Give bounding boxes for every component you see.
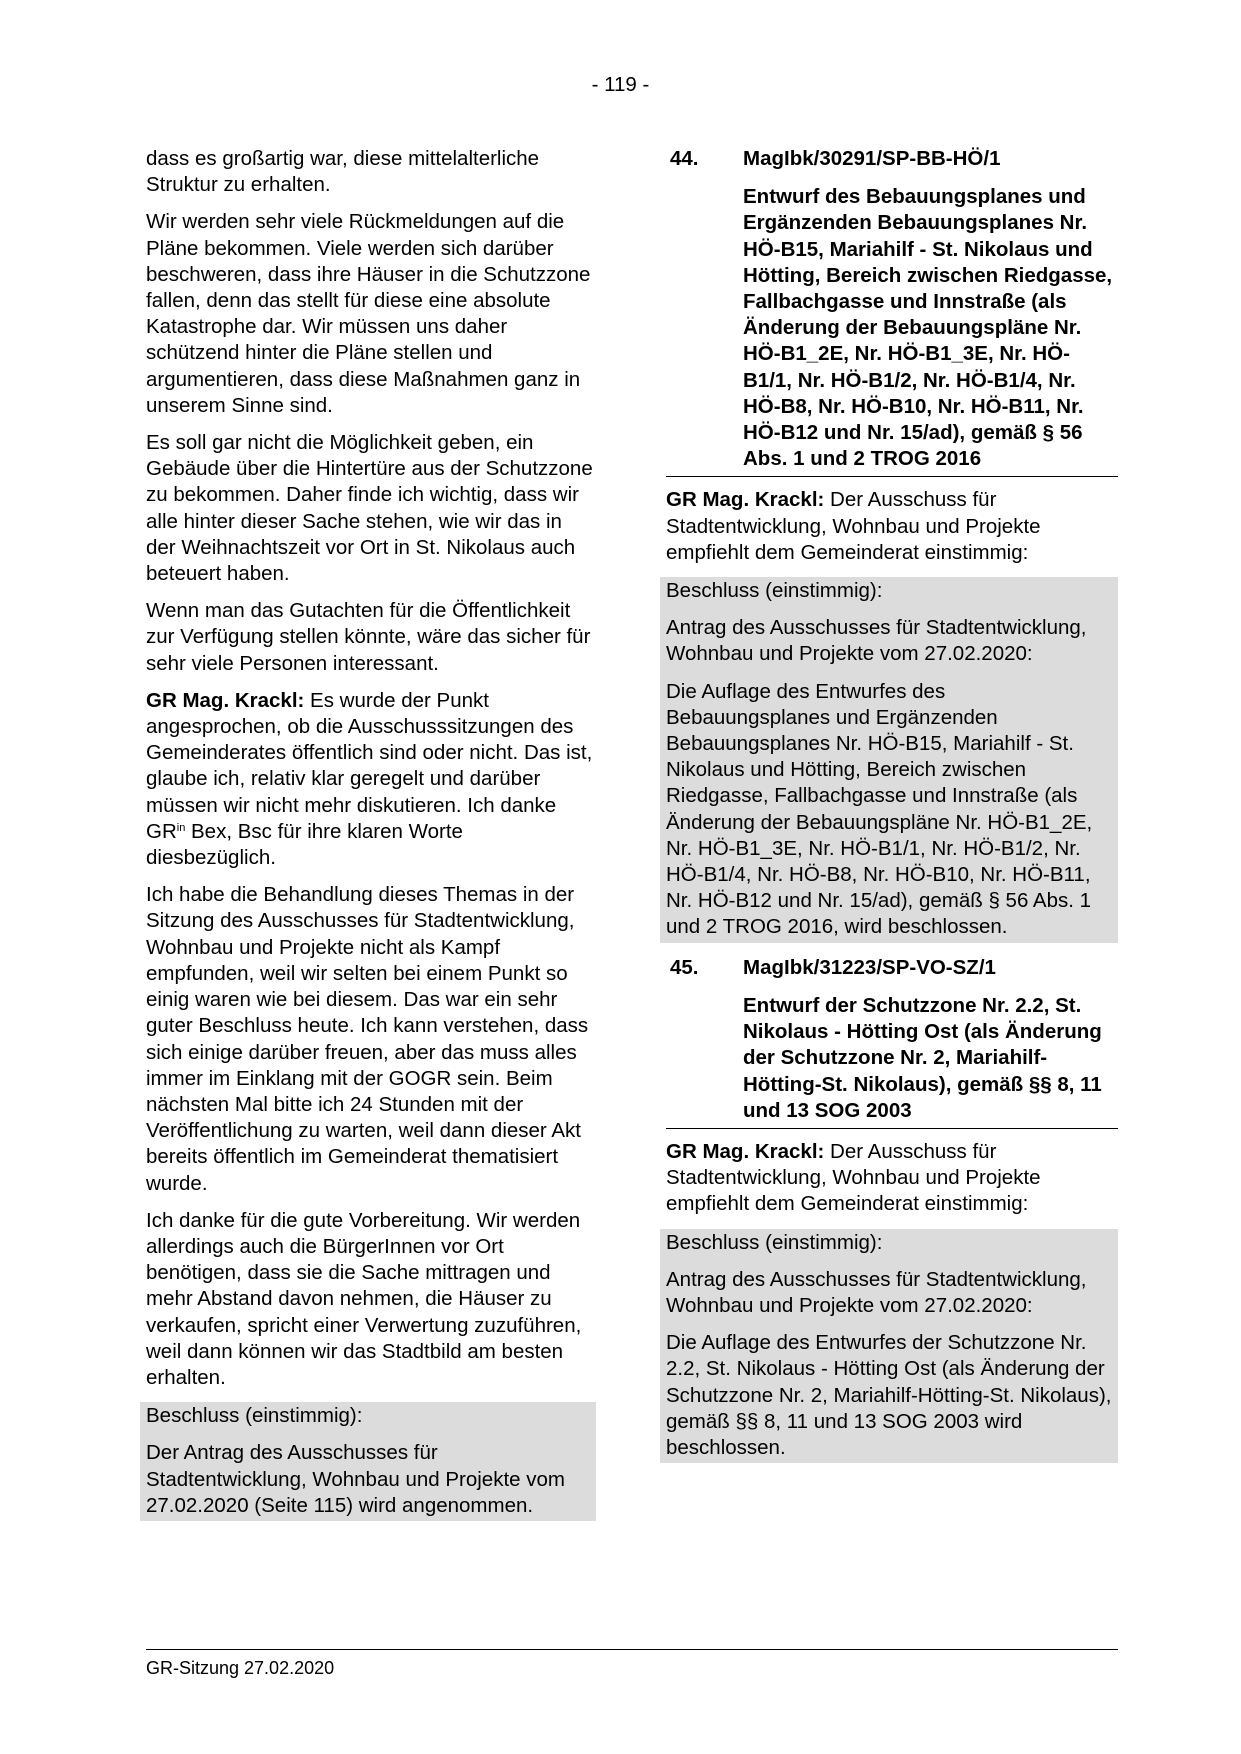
paragraph: Wenn man das Gutachten für die Öffentlichkeit zur Verfügung stellen könnte, wäre das sicher für sehr viele Personen interessant.	[146, 599, 591, 675]
decision-text: Die Auflage des Entwurfes des Bebauungsplanes und Ergänzenden Bebauungsplanes Nr. HÖ-B15, Mariahilf - St. Nikolaus und Hötting, Bereich zwischen Riedgasse, Fallbachgasse und Innstraße (als Änderung der Bebauungspläne Nr. HÖ-B1_2E, Nr. HÖ-B1_3E, Nr. HÖ-B1/1, Nr. HÖ-B1/2, Nr. HÖ-B1/4, Nr. HÖ-B8, Nr. HÖ-B10, Nr. HÖ-B11, Nr. HÖ-B12 und Nr. 15/ad), gemäß § 56 Abs. 1 und 2 TROG 2016, wird beschlossen.	[666, 679, 1093, 939]
agenda-item-ref: MagIbk/31223/SP-VO-SZ/1	[743, 955, 996, 979]
speaker-name: GR Mag. Krackl:	[666, 1139, 825, 1163]
resolution-box	[660, 1229, 1118, 1464]
speech-text: Der Ausschuss für Stadtentwicklung, Wohnbau und Projekte empfiehlt dem Gemeinderat einstimmig:	[666, 1139, 1041, 1216]
superscript: in	[176, 821, 186, 834]
agenda-item-header	[666, 146, 1118, 172]
agenda-item-number: 44.	[670, 147, 699, 170]
paragraph: Ich danke für die gute Vorbereitung. Wir werden allerdings auch die BürgerInnen vor Ort benötigen, dass sie die Sache mittragen und mehr Abstand davon nehmen, die Häuser zu verkaufen, spricht einer Verwertung zuzuführen, weil dann können wir das Stadtbild am besten erhalten.	[146, 1208, 582, 1389]
agenda-item-number: 45.	[670, 955, 699, 979]
page-number: - 119 -	[591, 73, 650, 96]
paragraph: Es soll gar nicht die Möglichkeit geben, ein Gebäude über die Hintertüre aus der Schutzzone zu bekommen. Daher finde ich wichtig, dass wir alle hinter dieser Sache stehen, wie wir das in der Weihnachtszeit vor Ort in St. Nikolaus auch beteuert haben.	[146, 431, 593, 586]
resolution-label: Beschluss (einstimmig):	[146, 1404, 363, 1428]
motion-text: Antrag des Ausschusses für Stadtentwicklung, Wohnbau und Projekte vom 27.02.2020:	[666, 616, 1087, 666]
resolution-text: Der Antrag des Ausschusses für Stadtentwicklung, Wohnbau und Projekte vom 27.02.2020 (Seite 115) wird angenommen.	[146, 1441, 565, 1517]
paragraph: dass es großartig war, diese mittelalterliche Struktur zu erhalten.	[146, 147, 540, 197]
right-column	[666, 146, 1118, 1463]
divider	[666, 476, 1118, 477]
speech-text: Bex, Bsc für ihre klaren Worte diesbezüglich.	[146, 819, 463, 870]
speaker-paragraph	[146, 688, 596, 871]
divider	[666, 1128, 1118, 1129]
resolution-label: Beschluss (einstimmig):	[666, 1230, 883, 1254]
paragraph: Wir werden sehr viele Rückmeldungen auf die Pläne bekommen. Viele werden sich darüber beschweren, dass ihre Häuser in die Schutzzone fallen, denn das stellt für diese eine absolute Katastrophe dar. Wir müssen uns daher schützend hinter die Pläne stellen und argumentieren, dass diese Maßnahmen ganz in unserem Sinne sind.	[146, 210, 591, 417]
resolution-box	[660, 577, 1118, 943]
resolution-label: Beschluss (einstimmig):	[666, 579, 883, 603]
agenda-item-title: Entwurf der Schutzzone Nr. 2.2, St. Nikolaus - Hötting Ost (als Änderung der Schutzzone Nr. 2, Mariahilf-Hötting-St. Nikolaus), gemäß §§ 8, 11 und 13 SOG 2003	[743, 993, 1102, 1122]
speaker-name: GR Mag. Krackl:	[146, 688, 305, 712]
footer-text: GR-Sitzung 27.02.2020	[146, 1658, 335, 1678]
paragraph: Ich habe die Behandlung dieses Themas in der Sitzung des Ausschusses für Stadtentwicklung, Wohnbau und Projekte nicht als Kampf empfunden, weil wir selten bei einem Punkt so einig waren wie bei diesem. Das war ein sehr guter Beschluss heute. Ich kann verstehen, dass sich einige darüber freuen, aber das muss alles immer im Einklang mit der GOGR sein. Beim nächsten Mal bitte ich 24 Stunden mit der Veröffentlichung zu warten, weil dann dieser Akt bereits öffentlich im Gemeinderat thematisiert wurde.	[146, 883, 589, 1195]
speech-text: Es wurde der Punkt angesprochen, ob die Ausschusssitzungen des Gemeinderates öffentlich sind oder nicht. Das ist, glaube ich, relativ klar geregelt und darüber müssen wir nicht mehr diskutieren. Ich danke GR	[146, 688, 593, 843]
agenda-item-ref: MagIbk/30291/SP-BB-HÖ/1	[743, 147, 1001, 170]
speaker-paragraph	[666, 487, 1118, 566]
speaker-paragraph	[666, 1139, 1118, 1218]
left-column	[146, 146, 596, 1521]
speech-text: Der Ausschuss für Stadtentwicklung, Wohnbau und Projekte empfiehlt dem Gemeinderat einstimmig:	[666, 488, 1041, 564]
agenda-item-title: Entwurf des Bebauungsplanes und Ergänzenden Bebauungsplanes Nr. HÖ-B15, Mariahilf - St. Nikolaus und Hötting, Bereich zwischen Riedgasse, Fallbachgasse und Innstraße (als Änderung der Bebauungspläne Nr. HÖ-B1_2E, Nr. HÖ-B1_3E, Nr. HÖ-B1/1, Nr. HÖ-B1/2, Nr. HÖ-B1/4, Nr. HÖ-B8, Nr. HÖ-B10, Nr. HÖ-B11, Nr. HÖ-B12 und Nr. 15/ad), gemäß § 56 Abs. 1 und 2 TROG 2016	[743, 185, 1113, 471]
resolution-box	[140, 1402, 596, 1521]
agenda-item-header	[666, 955, 1118, 981]
decision-text: Die Auflage des Entwurfes der Schutzzone Nr. 2.2, St. Nikolaus - Hötting Ost (als Änderung der Schutzzone Nr. 2, Mariahilf-Hötting-St. Nikolaus), gemäß §§ 8, 11 und 13 SOG 2003 wird beschlossen.	[666, 1331, 1112, 1459]
motion-text: Antrag des Ausschusses für Stadtentwicklung, Wohnbau und Projekte vom 27.02.2020:	[666, 1267, 1087, 1317]
footer-divider	[146, 1649, 1118, 1650]
speaker-name: GR Mag. Krackl:	[666, 488, 825, 512]
